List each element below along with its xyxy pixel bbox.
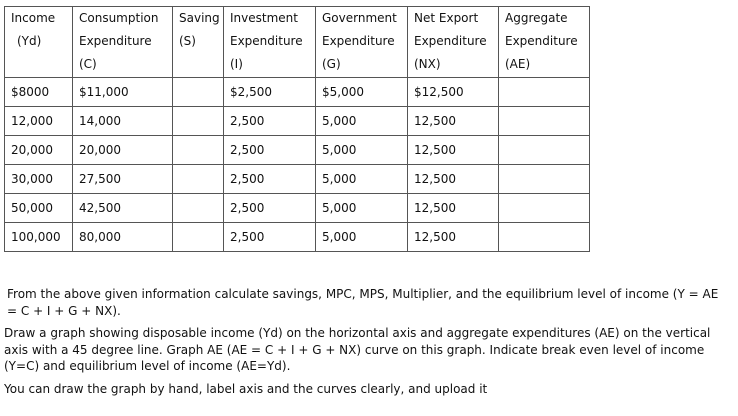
cell-investment: $2,500 bbox=[224, 78, 316, 107]
instruction-graph: Draw a graph showing disposable income (Yd) on the horizontal axis and aggregate expenditures (AE) on the vertical axis with a 45 degree line. Graph AE (AE = C + I + G + NX) curve on this graph. Indicate break even level of income (Y=C) and equilibrium level of income (AE=Yd). bbox=[4, 326, 711, 373]
cell-investment: 2,500 bbox=[224, 165, 316, 194]
cell-government: $5,000 bbox=[316, 78, 408, 107]
header-line: Expenditure bbox=[79, 34, 152, 48]
header-line: (NX) bbox=[414, 57, 441, 71]
cell-net-export: 12,500 bbox=[408, 136, 499, 165]
instruction-calculate: From the above given information calculate savings, MPC, MPS, Multiplier, and the equilibrium level of income (Y = AE = C + I + G + NX). bbox=[7, 287, 719, 318]
cell-investment: 2,500 bbox=[224, 223, 316, 252]
cell-consumption: 20,000 bbox=[73, 136, 173, 165]
header-line: Government bbox=[322, 11, 397, 25]
cell-aggregate bbox=[499, 78, 590, 107]
cell-government: 5,000 bbox=[316, 194, 408, 223]
cell-income: 12,000 bbox=[5, 107, 73, 136]
table-row bbox=[5, 223, 590, 252]
instruction-upload: You can draw the graph by hand, label axis and the curves clearly, and upload it bbox=[4, 381, 488, 396]
header-line: Aggregate bbox=[505, 11, 568, 25]
header-line: (G) bbox=[322, 57, 341, 71]
header-consumption bbox=[73, 7, 173, 78]
header-line: (I) bbox=[230, 57, 243, 71]
cell-aggregate bbox=[499, 223, 590, 252]
header-net-export bbox=[408, 7, 499, 78]
header-line: Expenditure bbox=[414, 34, 487, 48]
cell-income: 50,000 bbox=[5, 194, 73, 223]
cell-income: 30,000 bbox=[5, 165, 73, 194]
instructions bbox=[4, 286, 730, 397]
cell-saving bbox=[173, 194, 224, 223]
header-saving bbox=[173, 7, 224, 78]
cell-income: 20,000 bbox=[5, 136, 73, 165]
table-header-row bbox=[5, 7, 590, 78]
header-line: (AE) bbox=[505, 57, 531, 71]
cell-income: $8000 bbox=[5, 78, 73, 107]
cell-saving bbox=[173, 223, 224, 252]
header-line: Expenditure bbox=[230, 34, 303, 48]
cell-investment: 2,500 bbox=[224, 107, 316, 136]
table-row bbox=[5, 78, 590, 107]
header-line: Saving bbox=[179, 11, 220, 25]
cell-saving bbox=[173, 107, 224, 136]
header-line: (C) bbox=[79, 57, 97, 71]
cell-saving bbox=[173, 136, 224, 165]
header-line: Consumption bbox=[79, 11, 159, 25]
cell-saving bbox=[173, 165, 224, 194]
cell-consumption: 27,500 bbox=[73, 165, 173, 194]
table-row bbox=[5, 165, 590, 194]
cell-consumption: 14,000 bbox=[73, 107, 173, 136]
header-government bbox=[316, 7, 408, 78]
header-income bbox=[5, 7, 73, 78]
cell-net-export: 12,500 bbox=[408, 223, 499, 252]
cell-net-export: $12,500 bbox=[408, 78, 499, 107]
table-row bbox=[5, 136, 590, 165]
cell-aggregate bbox=[499, 136, 590, 165]
cell-government: 5,000 bbox=[316, 223, 408, 252]
cell-net-export: 12,500 bbox=[408, 194, 499, 223]
header-line: Expenditure bbox=[322, 34, 395, 48]
table-row bbox=[5, 107, 590, 136]
header-line: Income bbox=[11, 11, 56, 25]
cell-investment: 2,500 bbox=[224, 194, 316, 223]
cell-net-export: 12,500 bbox=[408, 165, 499, 194]
header-aggregate bbox=[499, 7, 590, 78]
cell-aggregate bbox=[499, 107, 590, 136]
header-investment bbox=[224, 7, 316, 78]
cell-investment: 2,500 bbox=[224, 136, 316, 165]
cell-saving bbox=[173, 78, 224, 107]
cell-government: 5,000 bbox=[316, 107, 408, 136]
cell-aggregate bbox=[499, 194, 590, 223]
header-line: (Yd) bbox=[17, 34, 42, 48]
header-line: Net Export bbox=[414, 11, 479, 25]
cell-consumption: 80,000 bbox=[73, 223, 173, 252]
cell-consumption: $11,000 bbox=[73, 78, 173, 107]
cell-income: 100,000 bbox=[5, 223, 73, 252]
header-line: Investment bbox=[230, 11, 298, 25]
cell-net-export: 12,500 bbox=[408, 107, 499, 136]
cell-government: 5,000 bbox=[316, 136, 408, 165]
header-line: (S) bbox=[179, 34, 196, 48]
cell-consumption: 42,500 bbox=[73, 194, 173, 223]
table-row bbox=[5, 194, 590, 223]
cell-government: 5,000 bbox=[316, 165, 408, 194]
expenditure-table bbox=[4, 6, 590, 252]
cell-aggregate bbox=[499, 165, 590, 194]
header-line: Expenditure bbox=[505, 34, 578, 48]
